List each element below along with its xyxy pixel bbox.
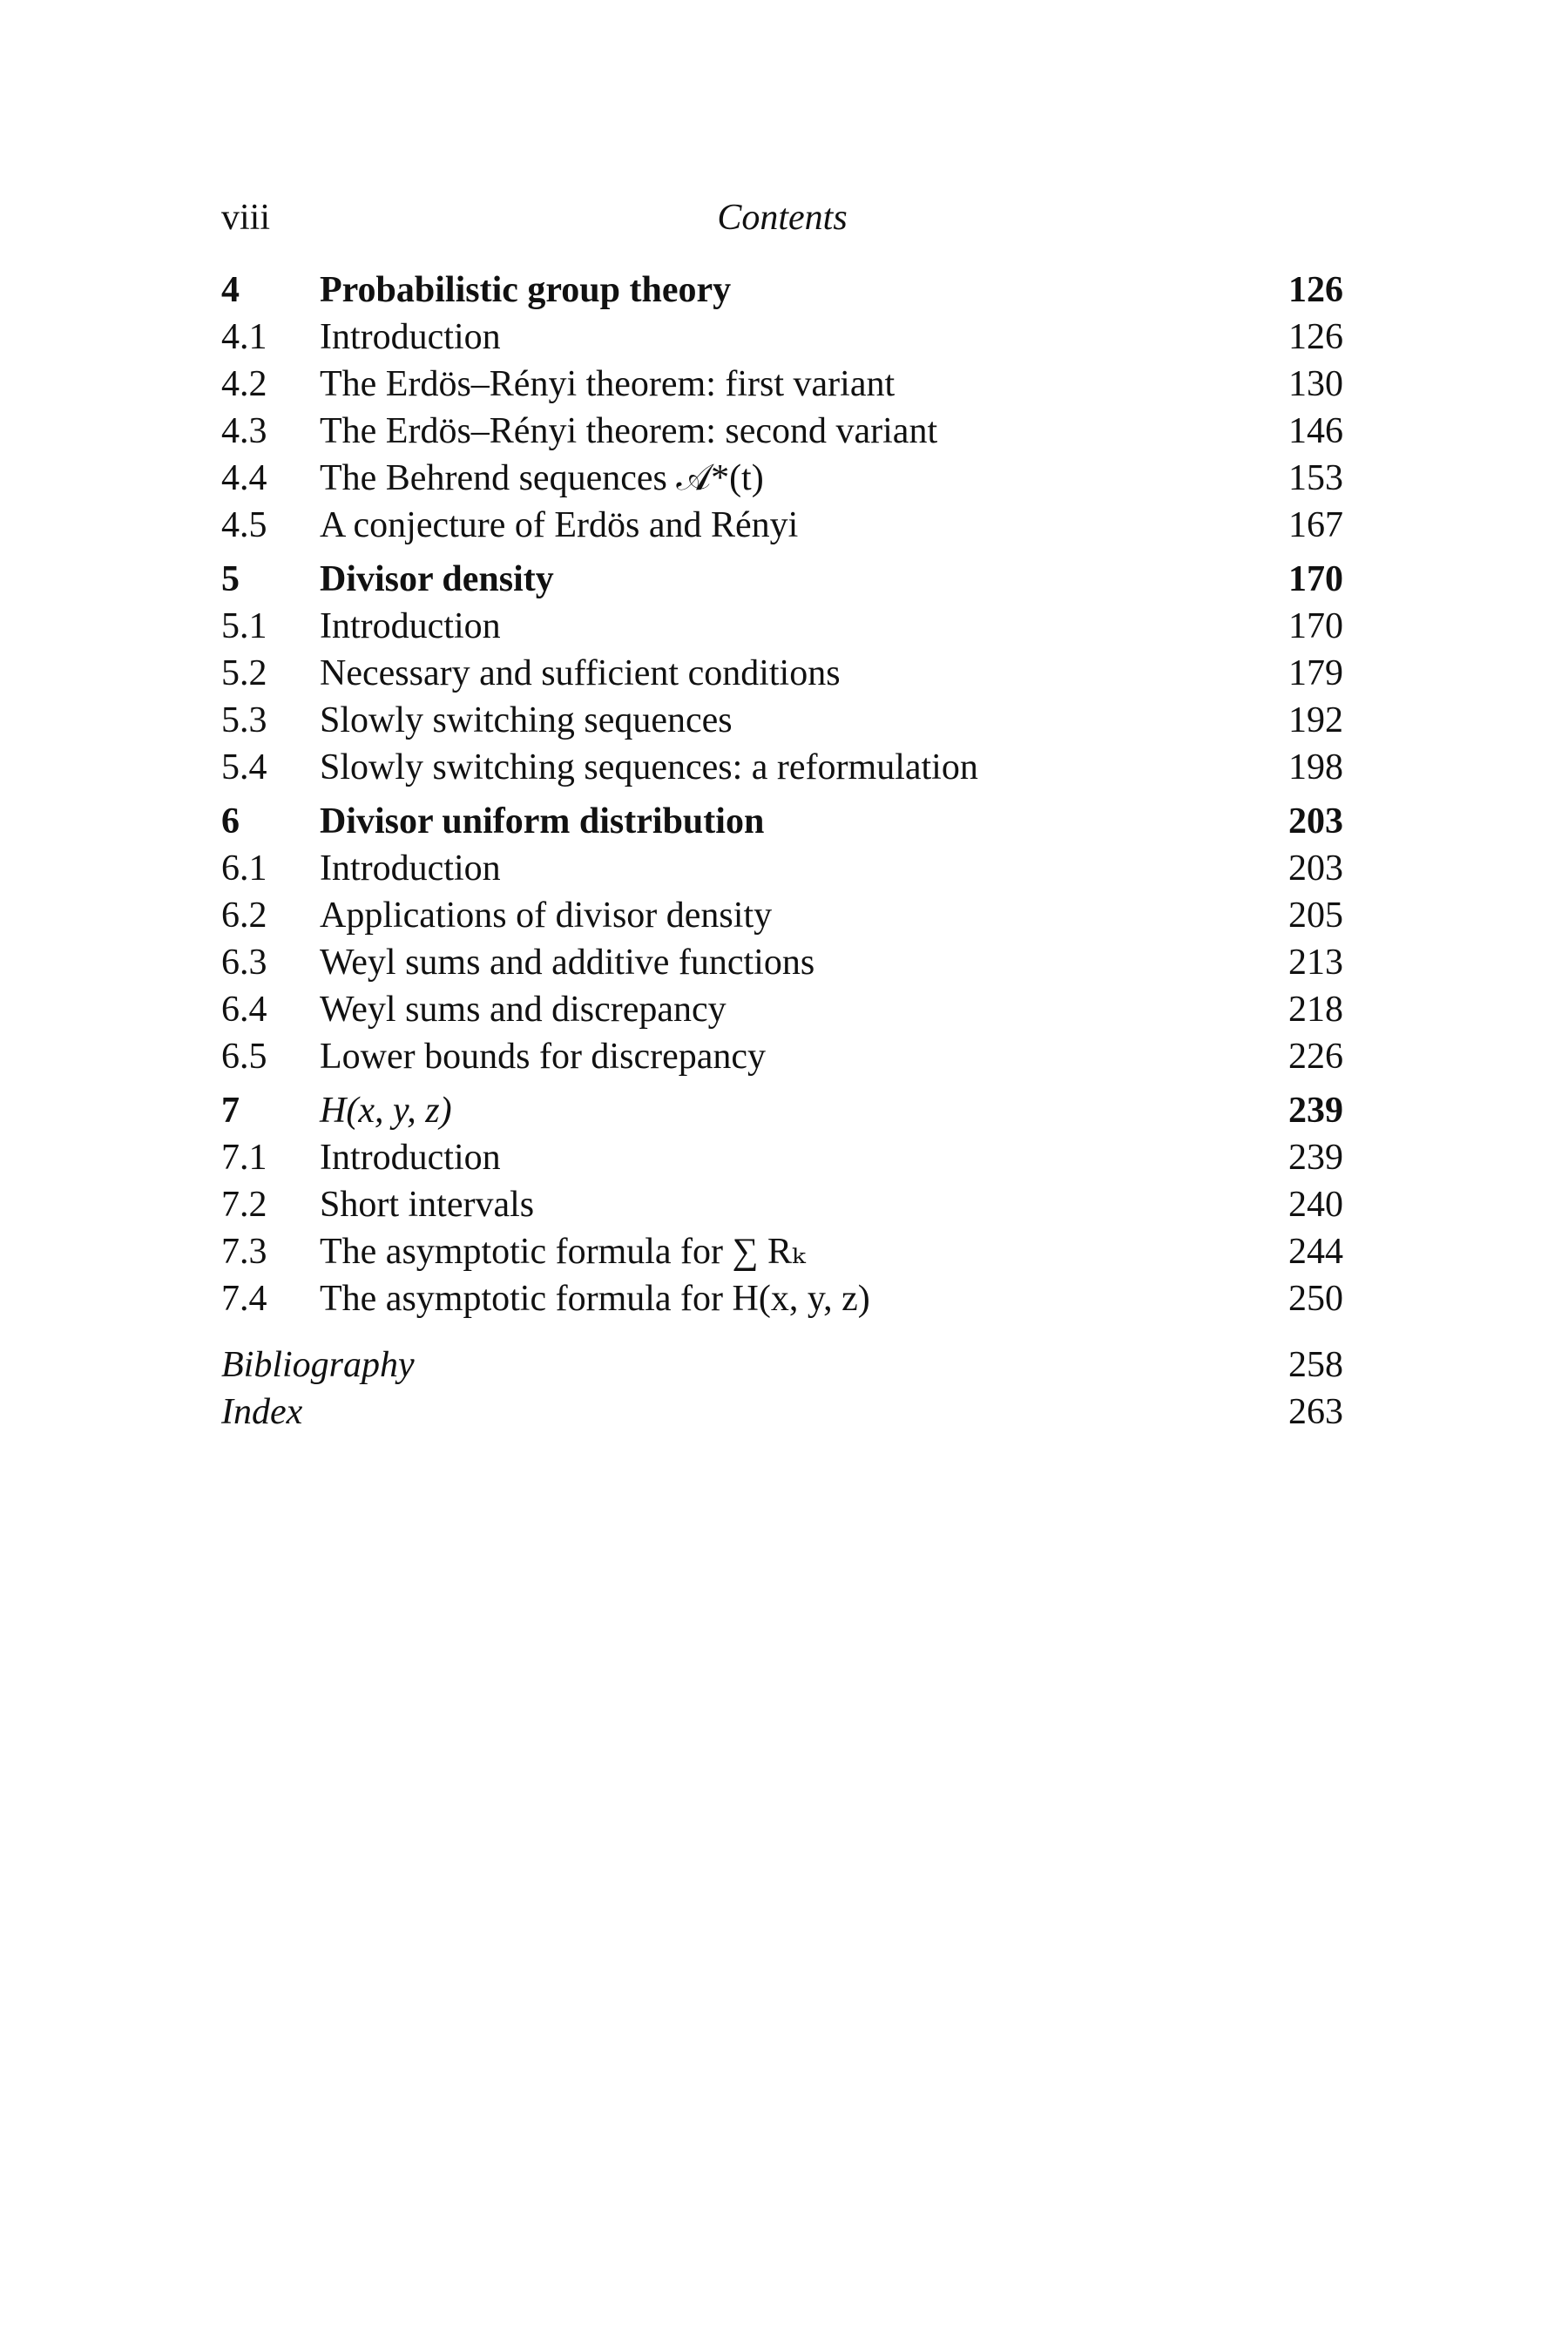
section-entry[interactable] <box>221 650 1343 697</box>
section-title: Slowly switching sequences: a reformulation <box>320 747 978 787</box>
section-entry[interactable] <box>221 744 1343 791</box>
section-title: Lower bounds for discrepancy <box>320 1037 766 1077</box>
section-entry[interactable] <box>221 361 1343 408</box>
page-number: 203 <box>1288 801 1343 841</box>
backmatter-title: Index <box>221 1392 303 1432</box>
section-title: Introduction <box>320 848 501 889</box>
chapter-6 <box>221 798 1343 1080</box>
section-title: Applications of divisor density <box>320 896 773 936</box>
section-entry[interactable] <box>221 1228 1343 1275</box>
section-entry[interactable] <box>221 1181 1343 1228</box>
chapter-number: 6 <box>221 801 240 841</box>
section-number: 4.2 <box>221 364 267 404</box>
section-number: 4.5 <box>221 505 267 545</box>
page-number: 203 <box>1288 848 1343 889</box>
page-number: 130 <box>1288 364 1343 404</box>
chapter-heading[interactable] <box>221 1087 1343 1134</box>
backmatter-entry[interactable] <box>221 1389 1343 1436</box>
chapter-title: H(x, y, z) <box>320 1091 452 1131</box>
page-number: 250 <box>1288 1279 1343 1319</box>
page-number: 126 <box>1288 317 1343 357</box>
section-title: Short intervals <box>320 1185 535 1225</box>
chapter-heading[interactable] <box>221 556 1343 603</box>
section-title: Weyl sums and additive functions <box>320 943 815 983</box>
chapter-7 <box>221 1087 1343 1322</box>
chapter-title: Divisor density <box>320 559 554 599</box>
section-title: The asymptotic formula for ∑ Rₖ <box>320 1232 806 1272</box>
page-number: 170 <box>1288 606 1343 646</box>
section-entry[interactable] <box>221 986 1343 1033</box>
page-number: 239 <box>1288 1091 1343 1131</box>
page-number: 126 <box>1288 270 1343 310</box>
section-entry[interactable] <box>221 845 1343 892</box>
chapter-title: Divisor uniform distribution <box>320 801 765 841</box>
running-title: Contents <box>717 198 848 238</box>
page-number: 170 <box>1288 559 1343 599</box>
section-entry[interactable] <box>221 502 1343 549</box>
page-number: 192 <box>1288 700 1343 740</box>
page-number: 179 <box>1288 653 1343 693</box>
section-title: Introduction <box>320 606 501 646</box>
section-number: 6.2 <box>221 896 267 936</box>
chapter-number: 7 <box>221 1091 240 1131</box>
back-matter <box>221 1342 1343 1436</box>
section-number: 6.4 <box>221 990 267 1030</box>
section-entry[interactable] <box>221 314 1343 361</box>
section-number: 5.4 <box>221 747 267 787</box>
section-entry[interactable] <box>221 1033 1343 1080</box>
page-number: 239 <box>1288 1138 1343 1178</box>
section-entry[interactable] <box>221 408 1343 455</box>
section-number: 5.3 <box>221 700 267 740</box>
chapter-4 <box>221 267 1343 549</box>
section-entry[interactable] <box>221 697 1343 744</box>
page-number: 213 <box>1288 943 1343 983</box>
chapter-number: 5 <box>221 559 240 599</box>
section-number: 6.1 <box>221 848 267 889</box>
backmatter-title: Bibliography <box>221 1345 415 1385</box>
chapter-heading[interactable] <box>221 267 1343 314</box>
section-title: Slowly switching sequences <box>320 700 733 740</box>
section-entry[interactable] <box>221 603 1343 650</box>
section-number: 7.4 <box>221 1279 267 1319</box>
section-title: Weyl sums and discrepancy <box>320 990 727 1030</box>
section-number: 7.2 <box>221 1185 267 1225</box>
chapter-number: 4 <box>221 270 240 310</box>
table-of-contents <box>221 267 1343 1436</box>
page-number: 205 <box>1288 896 1343 936</box>
section-title: Introduction <box>320 317 501 357</box>
backmatter-entry[interactable] <box>221 1342 1343 1389</box>
section-title: The Erdös–Rényi theorem: first variant <box>320 364 896 404</box>
section-title: Introduction <box>320 1138 501 1178</box>
chapter-5 <box>221 556 1343 791</box>
section-number: 5.1 <box>221 606 267 646</box>
section-entry[interactable] <box>221 939 1343 986</box>
section-number: 4.3 <box>221 411 267 451</box>
chapter-heading[interactable] <box>221 798 1343 845</box>
section-number: 7.3 <box>221 1232 267 1272</box>
page-number: 153 <box>1288 458 1343 498</box>
page-number: 240 <box>1288 1185 1343 1225</box>
section-entry[interactable] <box>221 455 1343 502</box>
section-number: 4.4 <box>221 458 267 498</box>
section-number: 4.1 <box>221 317 267 357</box>
section-entry[interactable] <box>221 892 1343 939</box>
section-number: 6.3 <box>221 943 267 983</box>
page-number: 258 <box>1288 1345 1343 1385</box>
section-number: 7.1 <box>221 1138 267 1178</box>
page-number: 167 <box>1288 505 1343 545</box>
section-title: A conjecture of Erdös and Rényi <box>320 505 799 545</box>
section-number: 6.5 <box>221 1037 267 1077</box>
page-number: 146 <box>1288 411 1343 451</box>
section-title: Necessary and sufficient conditions <box>320 653 841 693</box>
chapter-title: Probabilistic group theory <box>320 270 732 310</box>
page-number: 244 <box>1288 1232 1343 1272</box>
section-entry[interactable] <box>221 1275 1343 1322</box>
page-number: 198 <box>1288 747 1343 787</box>
page-number: 218 <box>1288 990 1343 1030</box>
section-entry[interactable] <box>221 1134 1343 1181</box>
section-title: The asymptotic formula for H(x, y, z) <box>320 1279 870 1319</box>
section-title: The Erdös–Rényi theorem: second variant <box>320 411 938 451</box>
page-folio: viii <box>221 198 271 238</box>
page-number: 226 <box>1288 1037 1343 1077</box>
section-title: The Behrend sequences 𝒜*(t) <box>320 458 764 498</box>
page-header <box>221 197 1343 249</box>
section-number: 5.2 <box>221 653 267 693</box>
page-number: 263 <box>1288 1392 1343 1432</box>
